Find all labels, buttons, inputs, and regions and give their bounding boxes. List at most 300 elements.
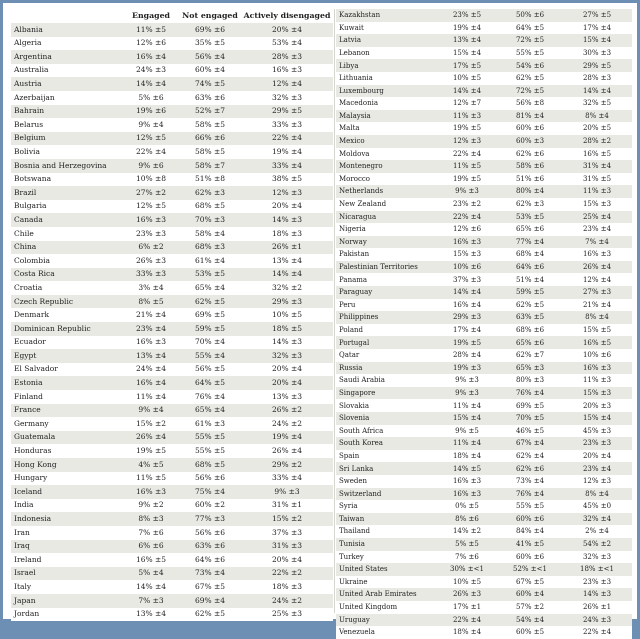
- country-cell: Albania: [11, 23, 123, 37]
- table-row: [11, 526, 333, 540]
- not-engaged-cell: 65% ±4: [179, 404, 241, 418]
- country-cell: Croatia: [11, 281, 123, 295]
- not-engaged-cell: 59% ±5: [498, 286, 562, 299]
- disengaged-cell: 18% ±3: [241, 580, 333, 594]
- country-cell: Latvia: [336, 34, 436, 47]
- table-row: [11, 472, 333, 486]
- country-cell: Bahrain: [11, 105, 123, 119]
- table-row: [336, 336, 632, 349]
- engaged-cell: 5% ±6: [123, 91, 179, 105]
- not-engaged-cell: 69% ±5: [179, 308, 241, 322]
- not-engaged-cell: 62% ±5: [179, 608, 241, 622]
- not-engaged-cell: 60% ±3: [498, 135, 562, 148]
- table-row: [336, 97, 632, 110]
- disengaged-cell: 15% ±2: [241, 512, 333, 526]
- engaged-cell: 11% ±5: [436, 160, 498, 173]
- country-cell: Poland: [336, 324, 436, 337]
- disengaged-cell: 8% ±4: [562, 311, 632, 324]
- engaged-cell: 14% ±4: [123, 77, 179, 91]
- table-row: [336, 387, 632, 400]
- country-cell: Kuwait: [336, 22, 436, 35]
- country-cell: Austria: [11, 77, 123, 91]
- engaged-cell: 17% ±5: [436, 59, 498, 72]
- disengaged-cell: 15% ±3: [562, 198, 632, 211]
- disengaged-cell: 38% ±5: [241, 173, 333, 187]
- country-cell: Venezuela: [336, 626, 436, 639]
- not-engaged-cell: 77% ±3: [179, 512, 241, 526]
- engaged-cell: 13% ±4: [123, 349, 179, 363]
- not-engaged-cell: 67% ±5: [179, 580, 241, 594]
- engaged-cell: 12% ±7: [436, 97, 498, 110]
- table-row: [11, 336, 333, 350]
- table-row: [336, 626, 632, 639]
- table-row: [11, 308, 333, 322]
- table-row: [11, 241, 333, 255]
- engaged-cell: 10% ±5: [436, 576, 498, 589]
- not-engaged-cell: 70% ±5: [498, 412, 562, 425]
- disengaged-cell: 14% ±4: [562, 85, 632, 98]
- table-row: [336, 110, 632, 123]
- table-row: [336, 500, 632, 513]
- engaged-cell: 12% ±5: [123, 200, 179, 214]
- country-cell: Moldova: [336, 148, 436, 161]
- table-row: [11, 512, 333, 526]
- not-engaged-cell: 72% ±5: [498, 34, 562, 47]
- engaged-cell: 16% ±4: [123, 50, 179, 64]
- country-cell: Bolivia: [11, 145, 123, 159]
- disengaged-cell: 26% ±1: [562, 601, 632, 614]
- engaged-cell: 11% ±5: [123, 472, 179, 486]
- disengaged-cell: 32% ±5: [562, 97, 632, 110]
- not-engaged-cell: 62% ±5: [179, 295, 241, 309]
- country-cell: Finland: [11, 390, 123, 404]
- not-engaged-cell: 56% ±8: [498, 97, 562, 110]
- table-row: [336, 551, 632, 564]
- table-row: [336, 22, 632, 35]
- table-row: [11, 77, 333, 91]
- disengaged-cell: 37% ±3: [241, 526, 333, 540]
- engaged-cell: 23% ±4: [123, 322, 179, 336]
- disengaged-cell: 54% ±2: [562, 538, 632, 551]
- disengaged-cell: 13% ±3: [241, 390, 333, 404]
- engaged-cell: 28% ±4: [436, 349, 498, 362]
- table-row: [336, 614, 632, 627]
- disengaged-cell: 16% ±3: [562, 362, 632, 375]
- disengaged-cell: 32% ±4: [562, 513, 632, 526]
- engaged-cell: 23% ±5: [436, 9, 498, 22]
- not-engaged-cell: 63% ±6: [179, 540, 241, 554]
- engaged-cell: 23% ±2: [436, 198, 498, 211]
- table-row: [336, 450, 632, 463]
- not-engaged-cell: 46% ±5: [498, 425, 562, 438]
- disengaged-cell: 33% ±3: [241, 118, 333, 132]
- engaged-cell: 29% ±3: [436, 311, 498, 324]
- table-row: [336, 9, 632, 22]
- disengaged-cell: 18% ±<1: [562, 563, 632, 576]
- engaged-cell: 9% ±4: [123, 404, 179, 418]
- engaged-cell: 10% ±5: [436, 72, 498, 85]
- engaged-cell: 15% ±3: [436, 248, 498, 261]
- header-not-engaged: Not engaged: [182, 10, 238, 20]
- country-cell: Nigeria: [336, 223, 436, 236]
- not-engaged-cell: 62% ±6: [498, 148, 562, 161]
- not-engaged-cell: 41% ±5: [498, 538, 562, 551]
- disengaged-cell: 26% ±2: [241, 404, 333, 418]
- not-engaged-cell: 62% ±3: [498, 198, 562, 211]
- engaged-cell: 16% ±3: [436, 236, 498, 249]
- disengaged-cell: 15% ±3: [562, 387, 632, 400]
- disengaged-cell: 18% ±5: [241, 322, 333, 336]
- table-row: [336, 211, 632, 224]
- engaged-cell: 9% ±2: [123, 499, 179, 513]
- disengaged-cell: 24% ±2: [241, 417, 333, 431]
- country-cell: Syria: [336, 500, 436, 513]
- engaged-cell: 24% ±3: [123, 64, 179, 78]
- country-cell: Iran: [11, 526, 123, 540]
- country-cell: Pakistan: [336, 248, 436, 261]
- disengaged-cell: 15% ±4: [562, 412, 632, 425]
- country-cell: United Arab Emirates: [336, 588, 436, 601]
- engaged-cell: 9% ±3: [436, 374, 498, 387]
- table-row: [11, 499, 333, 513]
- disengaged-cell: 22% ±4: [241, 132, 333, 146]
- table-row: [11, 390, 333, 404]
- not-engaged-cell: 56% ±5: [179, 363, 241, 377]
- engaged-cell: 12% ±5: [123, 132, 179, 146]
- engaged-cell: 16% ±3: [123, 336, 179, 350]
- country-cell: United States: [336, 563, 436, 576]
- disengaged-cell: 29% ±2: [241, 458, 333, 472]
- country-cell: Singapore: [336, 387, 436, 400]
- disengaged-cell: 24% ±3: [562, 614, 632, 627]
- disengaged-cell: 30% ±3: [562, 47, 632, 60]
- country-cell: Dominican Republic: [11, 322, 123, 336]
- engaged-cell: 12% ±6: [123, 37, 179, 51]
- disengaged-cell: 16% ±3: [241, 64, 333, 78]
- engaged-cell: 15% ±4: [436, 47, 498, 60]
- table-row: [336, 148, 632, 161]
- header-country: [11, 9, 123, 23]
- table-row: [336, 349, 632, 362]
- table-row: [336, 513, 632, 526]
- country-cell: Mexico: [336, 135, 436, 148]
- table-row: [336, 160, 632, 173]
- table-row: [11, 404, 333, 418]
- not-engaged-cell: 65% ±4: [179, 281, 241, 295]
- disengaged-cell: 17% ±4: [562, 22, 632, 35]
- table-row: [336, 488, 632, 501]
- table-row: [336, 475, 632, 488]
- table-row: [336, 122, 632, 135]
- table-row: [11, 322, 333, 336]
- table-row: [11, 159, 333, 173]
- not-engaged-cell: 60% ±4: [179, 64, 241, 78]
- disengaged-cell: 23% ±4: [562, 462, 632, 475]
- country-cell: China: [11, 241, 123, 255]
- not-engaged-cell: 60% ±6: [498, 513, 562, 526]
- table-row: [11, 567, 333, 581]
- not-engaged-cell: 72% ±5: [498, 85, 562, 98]
- not-engaged-cell: 80% ±3: [498, 374, 562, 387]
- not-engaged-cell: 64% ±6: [179, 553, 241, 567]
- not-engaged-cell: 53% ±5: [179, 268, 241, 282]
- country-cell: Tunisia: [336, 538, 436, 551]
- not-engaged-cell: 67% ±4: [498, 437, 562, 450]
- engaged-cell: 22% ±4: [436, 614, 498, 627]
- disengaged-cell: 9% ±3: [241, 485, 333, 499]
- engaged-cell: 14% ±2: [436, 525, 498, 538]
- not-engaged-cell: 65% ±6: [498, 223, 562, 236]
- table-row: [11, 594, 333, 608]
- table-frame: [3, 3, 637, 637]
- not-engaged-cell: 58% ±5: [179, 145, 241, 159]
- disengaged-cell: 20% ±4: [241, 200, 333, 214]
- country-cell: Canada: [11, 213, 123, 227]
- engaged-cell: 14% ±4: [436, 286, 498, 299]
- country-cell: Guatemala: [11, 431, 123, 445]
- table-row: [11, 132, 333, 146]
- disengaged-cell: 14% ±4: [241, 268, 333, 282]
- table-row: [11, 50, 333, 64]
- disengaged-cell: 12% ±3: [241, 186, 333, 200]
- right-table-panel: [336, 9, 632, 639]
- disengaged-cell: 27% ±3: [562, 286, 632, 299]
- engaged-cell: 16% ±5: [123, 553, 179, 567]
- engaged-cell: 7% ±6: [436, 551, 498, 564]
- table-row: [336, 362, 632, 375]
- country-cell: Hong Kong: [11, 458, 123, 472]
- table-row: [336, 34, 632, 47]
- table-row: [11, 295, 333, 309]
- country-cell: Ireland: [11, 553, 123, 567]
- table-row: [11, 281, 333, 295]
- table-row: [336, 412, 632, 425]
- engaged-cell: 18% ±4: [436, 626, 498, 639]
- disengaged-cell: 29% ±5: [241, 105, 333, 119]
- country-cell: Ecuador: [11, 336, 123, 350]
- table-row: [11, 145, 333, 159]
- table-row: [336, 399, 632, 412]
- table-row: [11, 64, 333, 78]
- country-cell: Italy: [11, 580, 123, 594]
- not-engaged-cell: 51% ±8: [179, 173, 241, 187]
- disengaged-cell: 26% ±4: [562, 261, 632, 274]
- engaged-cell: 12% ±6: [436, 223, 498, 236]
- table-row: [336, 576, 632, 589]
- disengaged-cell: 32% ±3: [241, 91, 333, 105]
- country-cell: Czech Republic: [11, 295, 123, 309]
- country-cell: Israel: [11, 567, 123, 581]
- engaged-cell: 11% ±3: [436, 110, 498, 123]
- table-row: [11, 91, 333, 105]
- engaged-cell: 6% ±2: [123, 241, 179, 255]
- not-engaged-cell: 84% ±4: [498, 525, 562, 538]
- country-cell: Malaysia: [336, 110, 436, 123]
- not-engaged-cell: 69% ±5: [498, 399, 562, 412]
- country-cell: Indonesia: [11, 512, 123, 526]
- country-cell: Algeria: [11, 37, 123, 51]
- engaged-cell: 16% ±3: [123, 485, 179, 499]
- table-row: [336, 563, 632, 576]
- engaged-cell: 5% ±5: [436, 538, 498, 551]
- engaged-cell: 26% ±4: [123, 431, 179, 445]
- not-engaged-cell: 68% ±6: [498, 324, 562, 337]
- engaged-cell: 27% ±2: [123, 186, 179, 200]
- country-cell: Slovakia: [336, 399, 436, 412]
- engaged-cell: 13% ±4: [123, 608, 179, 622]
- not-engaged-cell: 52% ±<1: [498, 563, 562, 576]
- disengaged-cell: 23% ±3: [562, 576, 632, 589]
- disengaged-cell: 13% ±4: [241, 254, 333, 268]
- country-cell: Saudi Arabia: [336, 374, 436, 387]
- table-row: [11, 254, 333, 268]
- disengaged-cell: 12% ±4: [241, 77, 333, 91]
- engaged-cell: 24% ±4: [123, 363, 179, 377]
- not-engaged-cell: 73% ±4: [498, 475, 562, 488]
- table-row: [336, 135, 632, 148]
- country-cell: Nicaragua: [336, 211, 436, 224]
- engaged-cell: 14% ±5: [436, 462, 498, 475]
- not-engaged-cell: 55% ±5: [498, 47, 562, 60]
- country-cell: Belarus: [11, 118, 123, 132]
- disengaged-cell: 23% ±4: [562, 223, 632, 236]
- country-cell: Portugal: [336, 336, 436, 349]
- disengaged-cell: 16% ±3: [562, 248, 632, 261]
- table-row: [336, 236, 632, 249]
- not-engaged-cell: 54% ±4: [498, 614, 562, 627]
- not-engaged-cell: 53% ±5: [498, 211, 562, 224]
- engaged-cell: 33% ±3: [123, 268, 179, 282]
- not-engaged-cell: 68% ±4: [498, 248, 562, 261]
- not-engaged-cell: 50% ±6: [498, 9, 562, 22]
- engaged-cell: 5% ±4: [123, 567, 179, 581]
- disengaged-cell: 22% ±4: [562, 626, 632, 639]
- disengaged-cell: 8% ±4: [562, 488, 632, 501]
- table-row: [336, 47, 632, 60]
- not-engaged-cell: 76% ±4: [498, 387, 562, 400]
- not-engaged-cell: 51% ±4: [498, 273, 562, 286]
- table-row: [11, 417, 333, 431]
- country-cell: Iceland: [11, 485, 123, 499]
- table-row: [336, 85, 632, 98]
- engaged-cell: 4% ±5: [123, 458, 179, 472]
- country-cell: Uruguay: [336, 614, 436, 627]
- engaged-cell: 19% ±4: [436, 22, 498, 35]
- not-engaged-cell: 62% ±5: [498, 72, 562, 85]
- engaged-cell: 6% ±6: [123, 540, 179, 554]
- country-cell: Sweden: [336, 475, 436, 488]
- country-cell: Montenegro: [336, 160, 436, 173]
- disengaged-cell: 14% ±3: [241, 336, 333, 350]
- table-row: [336, 59, 632, 72]
- engaged-cell: 23% ±3: [123, 227, 179, 241]
- table-row: [336, 374, 632, 387]
- table-row: [336, 311, 632, 324]
- disengaged-cell: 31% ±4: [562, 160, 632, 173]
- country-cell: Bulgaria: [11, 200, 123, 214]
- country-cell: Spain: [336, 450, 436, 463]
- disengaged-cell: 19% ±4: [241, 145, 333, 159]
- disengaged-cell: 33% ±4: [241, 159, 333, 173]
- engaged-cell: 16% ±4: [123, 376, 179, 390]
- not-engaged-cell: 56% ±6: [179, 472, 241, 486]
- not-engaged-cell: 62% ±6: [498, 462, 562, 475]
- country-cell: United Kingdom: [336, 601, 436, 614]
- not-engaged-cell: 75% ±4: [179, 485, 241, 499]
- not-engaged-cell: 81% ±4: [498, 110, 562, 123]
- engaged-cell: 16% ±3: [123, 213, 179, 227]
- country-cell: El Salvador: [11, 363, 123, 377]
- disengaged-cell: 29% ±3: [241, 295, 333, 309]
- engaged-cell: 11% ±4: [436, 399, 498, 412]
- country-cell: India: [11, 499, 123, 513]
- country-cell: Morocco: [336, 173, 436, 186]
- disengaged-cell: 45% ±0: [562, 500, 632, 513]
- table-row: [336, 324, 632, 337]
- table-row: [11, 608, 333, 622]
- disengaged-cell: 28% ±3: [241, 50, 333, 64]
- not-engaged-cell: 70% ±4: [179, 336, 241, 350]
- not-engaged-cell: 73% ±4: [179, 567, 241, 581]
- not-engaged-cell: 65% ±3: [498, 362, 562, 375]
- disengaged-cell: 10% ±6: [562, 349, 632, 362]
- country-cell: Bosnia and Herzegovina: [11, 159, 123, 173]
- disengaged-cell: 11% ±3: [562, 185, 632, 198]
- country-cell: Lithuania: [336, 72, 436, 85]
- engaged-cell: 37% ±3: [436, 273, 498, 286]
- country-cell: Peru: [336, 299, 436, 312]
- engaged-cell: 9% ±5: [436, 425, 498, 438]
- not-engaged-cell: 56% ±6: [179, 526, 241, 540]
- engaged-cell: 22% ±4: [123, 145, 179, 159]
- table-row: [11, 200, 333, 214]
- table-row: [336, 273, 632, 286]
- not-engaged-cell: 62% ±5: [498, 299, 562, 312]
- engaged-cell: 7% ±6: [123, 526, 179, 540]
- country-cell: Netherlands: [336, 185, 436, 198]
- table-row: [336, 425, 632, 438]
- engaged-cell: 11% ±5: [123, 23, 179, 37]
- table-row: [11, 540, 333, 554]
- country-cell: Panama: [336, 273, 436, 286]
- table-row: [336, 72, 632, 85]
- country-cell: South Africa: [336, 425, 436, 438]
- disengaged-cell: 19% ±4: [241, 431, 333, 445]
- not-engaged-cell: 65% ±6: [498, 336, 562, 349]
- disengaged-cell: 53% ±4: [241, 37, 333, 51]
- country-cell: Argentina: [11, 50, 123, 64]
- country-cell: South Korea: [336, 437, 436, 450]
- country-cell: Hungary: [11, 472, 123, 486]
- table-row: [11, 349, 333, 363]
- not-engaged-cell: 68% ±5: [179, 200, 241, 214]
- disengaged-cell: 8% ±4: [562, 110, 632, 123]
- not-engaged-cell: 76% ±4: [498, 488, 562, 501]
- table-row: [336, 198, 632, 211]
- not-engaged-cell: 63% ±6: [179, 91, 241, 105]
- engaged-cell: 15% ±4: [436, 412, 498, 425]
- engaged-cell: 8% ±5: [123, 295, 179, 309]
- country-cell: Kazakhstan: [336, 9, 436, 22]
- not-engaged-cell: 55% ±5: [179, 444, 241, 458]
- engaged-cell: 9% ±3: [436, 185, 498, 198]
- country-cell: Brazil: [11, 186, 123, 200]
- country-cell: Palestinian Territories: [336, 261, 436, 274]
- not-engaged-cell: 61% ±3: [179, 417, 241, 431]
- engaged-cell: 22% ±4: [436, 211, 498, 224]
- country-cell: Costa Rica: [11, 268, 123, 282]
- table-row: [336, 525, 632, 538]
